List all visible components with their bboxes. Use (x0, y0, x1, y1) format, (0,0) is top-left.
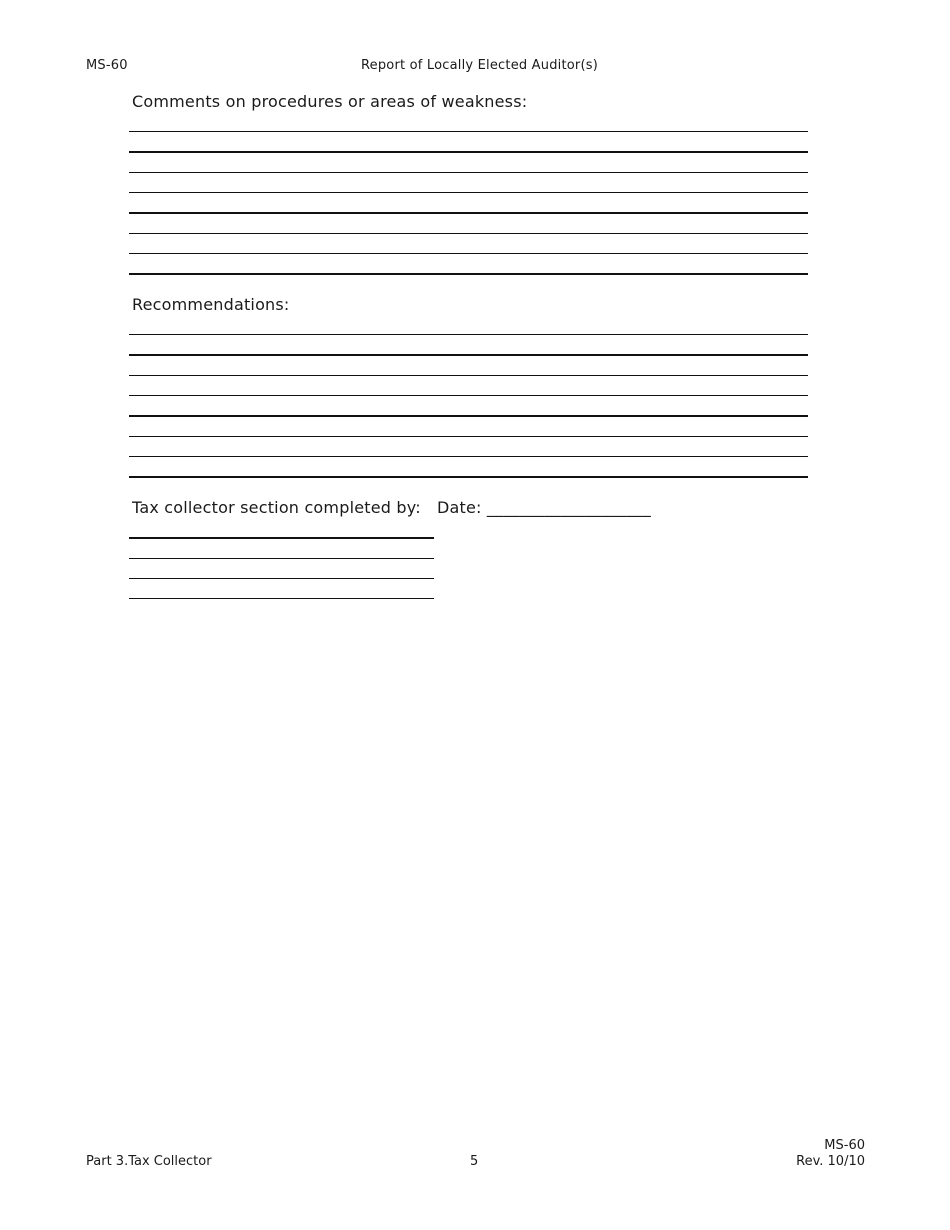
completed-by-label: Tax collector section completed by: (132, 498, 421, 517)
comments-line[interactable] (129, 151, 808, 153)
page-number: 5 (470, 1154, 479, 1169)
comments-line[interactable] (129, 212, 808, 214)
recommendations-line[interactable] (129, 354, 808, 356)
comments-line[interactable] (129, 192, 808, 193)
recommendations-line[interactable] (129, 476, 808, 478)
completed-by-line[interactable] (129, 558, 434, 559)
recommendations-line[interactable] (129, 395, 808, 396)
recommendations-label: Recommendations: (132, 295, 290, 314)
footer-form-id: MS-60 (824, 1138, 865, 1153)
recommendations-line[interactable] (129, 456, 808, 457)
date-field[interactable]: Date: ____________________ (437, 498, 651, 517)
comments-label: Comments on procedures or areas of weakness: (132, 92, 528, 111)
comments-line[interactable] (129, 253, 808, 254)
completed-by-line[interactable] (129, 537, 434, 539)
recommendations-line[interactable] (129, 375, 808, 376)
completed-by-line[interactable] (129, 578, 434, 579)
completed-by-line[interactable] (129, 598, 434, 599)
recommendations-line[interactable] (129, 415, 808, 417)
footer-revision: Rev. 10/10 (796, 1154, 865, 1169)
comments-line[interactable] (129, 131, 808, 132)
comments-line[interactable] (129, 273, 808, 275)
footer-part: Part 3.Tax Collector (86, 1154, 212, 1169)
recommendations-line[interactable] (129, 436, 808, 437)
comments-line[interactable] (129, 172, 808, 173)
page-title: Report of Locally Elected Auditor(s) (361, 58, 598, 73)
recommendations-line[interactable] (129, 334, 808, 335)
form-id-header: MS-60 (86, 58, 128, 73)
footer-form-info (796, 1138, 865, 1170)
comments-line[interactable] (129, 233, 808, 234)
